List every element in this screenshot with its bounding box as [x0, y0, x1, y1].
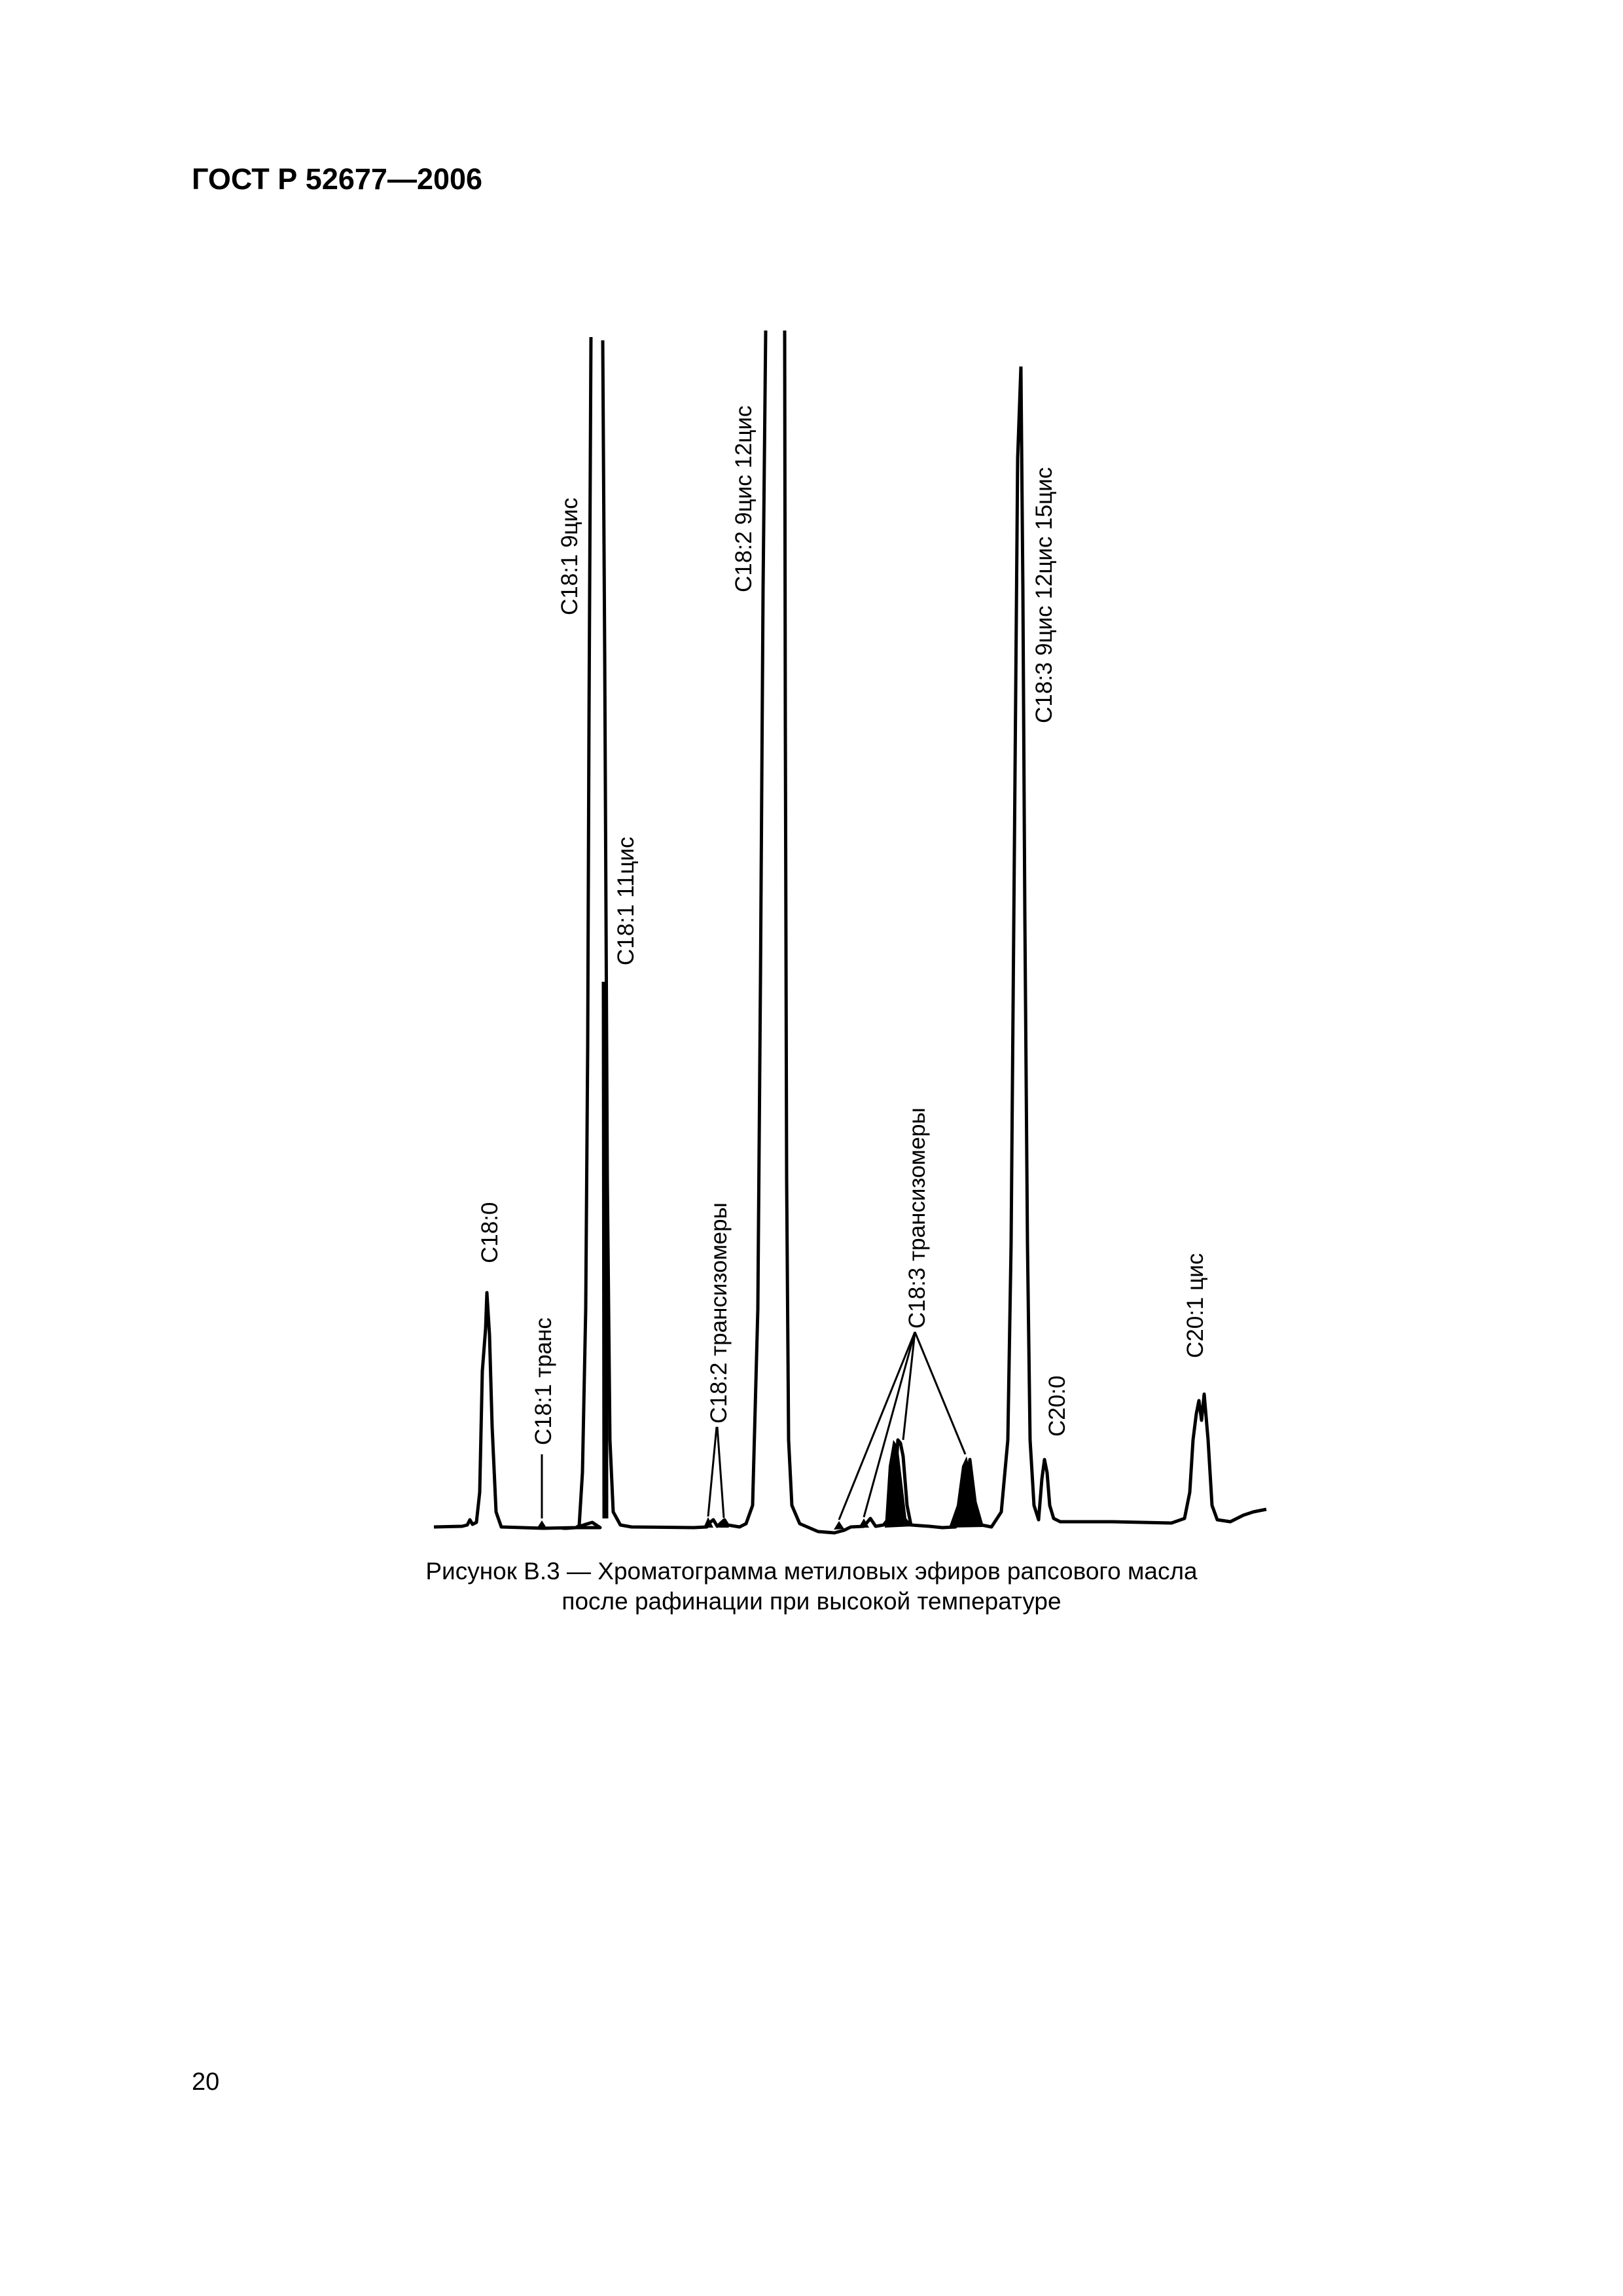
figure-caption-line-2: после рафинации при высокой температуре: [562, 1588, 1061, 1615]
c18-2-trans-leader-1: [708, 1427, 717, 1516]
label-c18-0: C18:0: [477, 1202, 503, 1263]
c18-3-trans-filled-peak-1: [834, 1521, 844, 1530]
c18-1-trans-filled-peak: [537, 1520, 546, 1528]
label-c20-0: C20:0: [1044, 1375, 1070, 1437]
label-c18-1-11cis: C18:1 11цис: [613, 836, 639, 965]
label-c18-2-9cis-12cis: C18:2 9цис 12цис: [731, 405, 757, 592]
label-c18-3-9cis-12cis-15cis: C18:3 9цис 12цис 15цис: [1031, 467, 1057, 723]
label-c18-3-trans: C18:3 трансизомеры: [904, 1107, 930, 1329]
c18-2-trans-leader-2: [717, 1427, 724, 1518]
label-c18-2-trans: C18:2 трансизомеры: [706, 1202, 732, 1424]
label-c20-1-cis: C20:1 цис: [1183, 1253, 1208, 1358]
label-c18-1-9cis: C18:1 9цис: [557, 497, 582, 615]
trace-segment-4: [1021, 367, 1266, 1523]
figure-caption-line-1: Рисунок В.3 — Хроматограмма метиловых эфиров рапсового масла: [425, 1558, 1198, 1585]
page-number: 20: [192, 2068, 220, 2096]
trace-segment-3: [785, 331, 1021, 1533]
label-c18-1-trans: C18:1 транс: [531, 1318, 556, 1445]
c18-3-trans-leader-4: [915, 1332, 965, 1454]
document-header: ГОСТ Р 52677—2006: [192, 162, 483, 196]
c18-3-trans-leader-1: [839, 1332, 915, 1520]
figure-caption: [353, 1556, 1270, 1617]
